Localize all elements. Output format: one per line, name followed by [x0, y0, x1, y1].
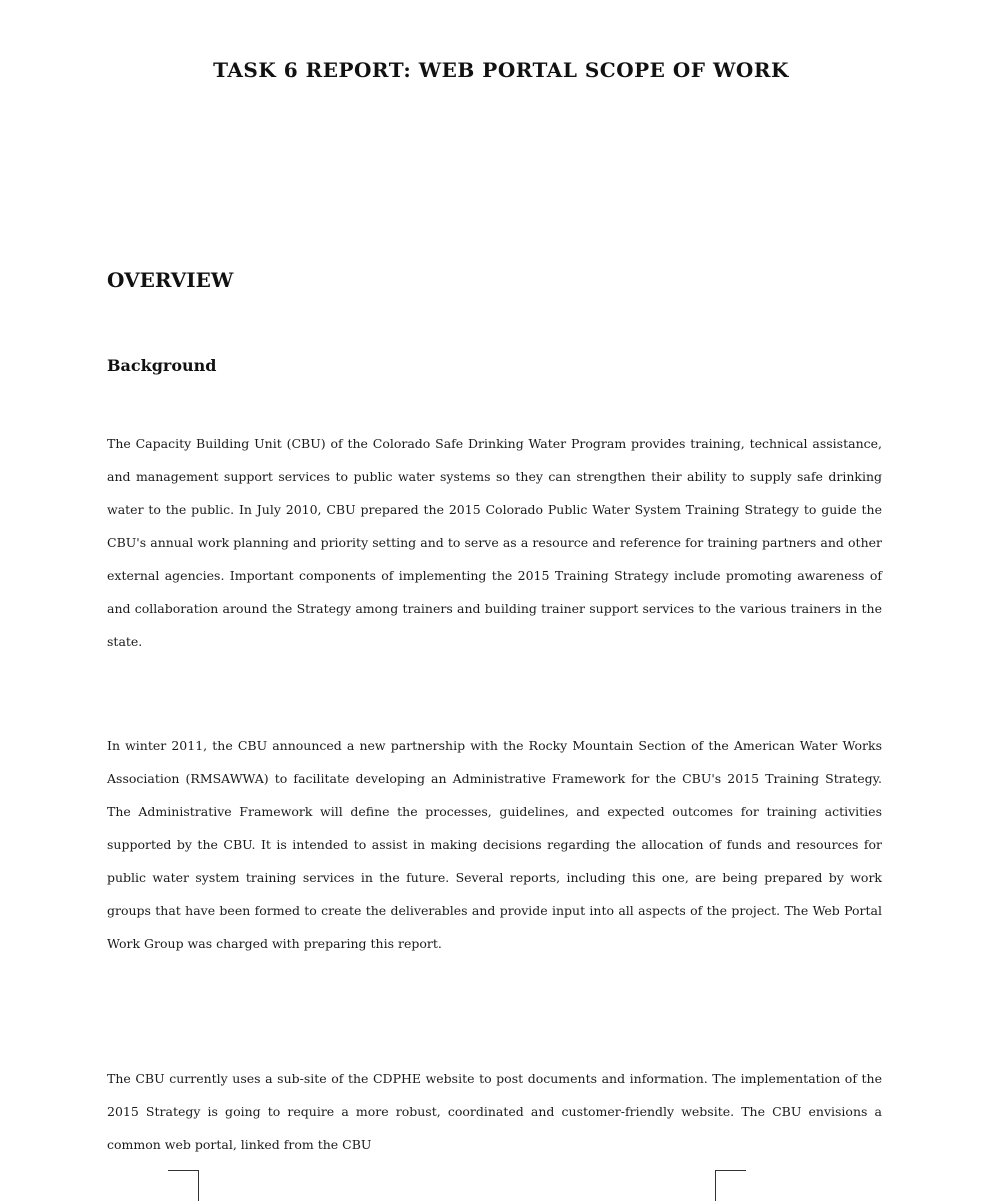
- document-title: TASK 6 REPORT: WEB PORTAL SCOPE OF WORK: [213, 58, 789, 82]
- paragraph: The CBU currently uses a sub-site of the CDPHE website to post documents and information. The implementation of the 2015 Strategy is going to require a more robust, coordinated and customer-friendly website. The CBU envisions a common web portal, linked from the CBU: [107, 1071, 882, 1152]
- paragraph: In winter 2011, the CBU announced a new partnership with the Rocky Mountain Section of the American Water Works Association (RMSAWWA) to facilitate developing an Administrative Framework for the CBU's 2015 Training Strategy. The Administrative Framework will define the processes, guidelines, and expected outcomes for training activities supported by the CBU. It is intended to assist in making decisions regarding the allocation of funds and resources for public water system training services in the future. Several reports, including this one, are being prepared by work groups that have been formed to create the deliverables and provide input into all aspects of the project. The Web Portal Work Group was charged with preparing this report.: [107, 738, 882, 951]
- crop-mark-right: [715, 1170, 746, 1201]
- section-heading-overview: OVERVIEW: [107, 268, 234, 292]
- subheading-background: Background: [107, 356, 217, 375]
- paragraph: The Capacity Building Unit (CBU) of the Colorado Safe Drinking Water Program provides training, technical assistance, and management support services to public water systems so they can strengthen their ability to supply safe drinking water to the public. In July 2010, CBU prepared the 2015 Colorado Public Water System Training Strategy to guide the CBU's annual work planning and priority setting and to serve as a resource and reference for training partners and other external agencies. Important components of implementing the 2015 Training Strategy include promoting awareness of and collaboration around the Strategy among trainers and building trainer support services to the various trainers in the state.: [107, 436, 882, 649]
- crop-mark-left: [168, 1170, 199, 1201]
